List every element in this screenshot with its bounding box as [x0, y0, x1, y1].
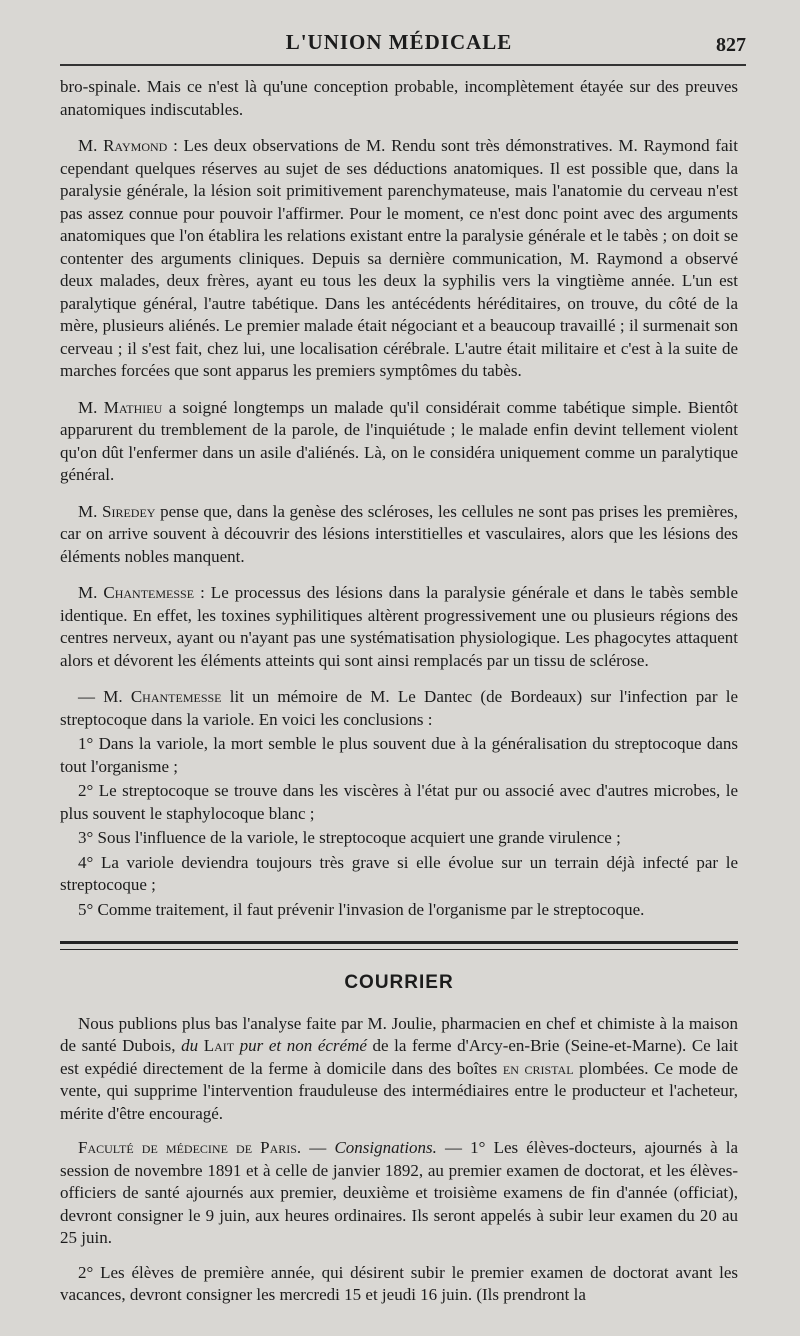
speaker-name: M. Chantemesse — [78, 583, 195, 602]
text-run-smallcaps: en cristal — [502, 1058, 574, 1078]
section-divider — [60, 941, 738, 950]
page-header — [60, 0, 746, 62]
courrier-section — [60, 1013, 738, 1307]
page-number: 827 — [716, 34, 746, 56]
courrier-paragraph-lait — [60, 1013, 738, 1126]
paragraph-chantemesse — [60, 582, 738, 672]
section-heading-inline: Faculté de médecine de Paris. — [78, 1138, 302, 1157]
speaker-name: M. Siredey — [78, 501, 156, 521]
paragraph-text: a soigné longtemps un malade qu'il considérait comme tabétique simple. Bientôt apparurent du tremblement de la parole, de l'inquiétude ; le malade enfin devint tellement violent qu'on dût l'enfermer dans un asile d'aliénés. Là, on le considéra uniquement comme un paralytique général. — [60, 397, 738, 484]
speaker-name: M. Chantemesse — [103, 687, 222, 706]
paragraph-text: : Les deux observations de M. Rendu sont très démonstratives. M. Raymond fait cependant quelques réserves au sujet de ses déductions anatomiques. Il est possible que, dans la paralysie générale, la lésion soit primitivement parenchymateuse, mais l'anatomie du cerveau n'est pas assez connue pour pouvoir l'affirmer. Pour le moment, ce n'est donc point avec des arguments anatomiques que l'on établira les relations existant entre la paralysie générale et le tabès ; on doit se contenter des arguments cliniques. Depuis sa dernière communication, M. Raymond a observé deux malades, deux frères, ayant eu tous les deux la syphilis vers la vingtième année. L'un est paralytique général, l'autre tabétique. Dans les antécédents héréditaires, on trouve, du côté de la mère, plusieurs aliénés. Le premier malade était négociant et a beaucoup travaillé ; il surmenait son cerveau ; il s'est fait, chez lui, une localisation cérébrale. L'autre était militaire et c'est à la suite de marches forcées que sont apparus les premiers symptômes du tabès. — [60, 136, 738, 380]
paragraph-raymond — [60, 135, 738, 383]
text-run: plombées. Ce mode de vente, qui supprime l'intervention frauduleuse des intermédiaires entre le producteur et l'acheteur, mérite d'être encouragé. — [60, 1058, 738, 1123]
paragraph-text: pense que, dans la genèse des scléroses, les cellules ne sont pas prises les premières, car on arrive souvent à découvrir des lésions interstitielles et vasculaires, alors que les lésions des éléments nobles manquent. — [60, 501, 739, 566]
conclusion-item: 2° Le streptocoque se trouve dans les viscères à l'état pur ou associé avec d'autres microbes, le plus souvent le staphylocoque blanc ; — [60, 781, 738, 823]
conclusion-item: 5° Comme traitement, il faut prévenir l'invasion de l'organisme par le streptocoque. — [78, 899, 645, 919]
conclusion-item: 1° Dans la variole, la mort semble le plus souvent due à la généralisation du streptocoque dans tout l'organisme ; — [60, 734, 738, 776]
paragraph-text: lit un mémoire de M. Le Dantec (de Bordeaux) sur l'infection par le streptocoque dans la variole. En voici les conclusions : — [60, 687, 738, 729]
conclusion-item: 3° Sous l'influence de la variole, le streptocoque acquiert une grande virulence ; — [78, 828, 621, 847]
text-run-smallcaps: Lait — [203, 1036, 235, 1055]
text-run: — 1° Les élèves-docteurs, ajournés à la session de novembre 1891 et à celle de janvier 1892, au premier examen de doctorat, et les élèves-officiers de santé ajournés aux premier, deuxième et troisième examens de fin d'année (officiat), devront consigner le 9 juin, aux heures ordinaires. Ils seront appelés à subir leur examen du 20 au 25 juin. — [60, 1138, 738, 1247]
text-run: de la ferme d'Arcy-en-Brie (Seine-et-Marne). Ce lait est expédié directement de la ferme à domicile dans des boîtes — [60, 1036, 739, 1078]
paragraph-siredey — [60, 501, 738, 569]
text-run-italic: pur et non écrémé — [234, 1036, 367, 1055]
speaker-name: M. Raymond — [78, 136, 168, 155]
running-title: L'UNION MÉDICALE — [285, 30, 513, 54]
header-rule — [60, 64, 746, 66]
paragraph-le-dantec — [60, 686, 738, 731]
text-run: Nous publions plus bas l'analyse faite par M. Joulie, pharmacien en chef et chimiste à la maison de santé Dubois, — [60, 1013, 738, 1055]
text-run: — — [301, 1138, 335, 1157]
conclusions-list — [60, 733, 738, 921]
speaker-name: M. Mathieu — [78, 397, 163, 417]
paragraph-dash: — — [78, 687, 104, 706]
paragraph-text: : Le processus des lésions dans la paralysie générale et dans le tabès semble identique. En effet, les toxines syphilitiques altèrent progressivement une ou plusieurs régions des centres nerveux, ayant ou n'ayant pas une systématisation physiologique. Les phagocytes attaquent alors et dévorent les éléments atteints qui sont ainsi remplacés par un tissu de sclérose. — [60, 583, 738, 670]
section-title-courrier: COURRIER — [344, 972, 454, 993]
conclusion-item: 4° La variole deviendra toujours très grave si elle évolue sur un terrain déjà infecté par le streptocoque ; — [60, 852, 738, 894]
courrier-paragraph-premiere-annee: 2° Les élèves de première année, qui désirent subir le premier examen de doctorat avant les vacances, devront consigner les mercredi 15 et jeudi 16 juin. (Ils prendront la — [60, 1262, 738, 1304]
courrier-paragraph-faculte — [60, 1137, 738, 1250]
article-body — [60, 76, 738, 1307]
text-run-italic: Consignations. — [334, 1138, 437, 1157]
paragraph-mathieu — [60, 397, 738, 487]
paragraph-continuation: bro-spinale. Mais ce n'est là qu'une conception probable, incomplètement étayée sur des preuves anatomiques indiscutables. — [60, 77, 738, 119]
text-run-italic: du — [181, 1036, 204, 1055]
